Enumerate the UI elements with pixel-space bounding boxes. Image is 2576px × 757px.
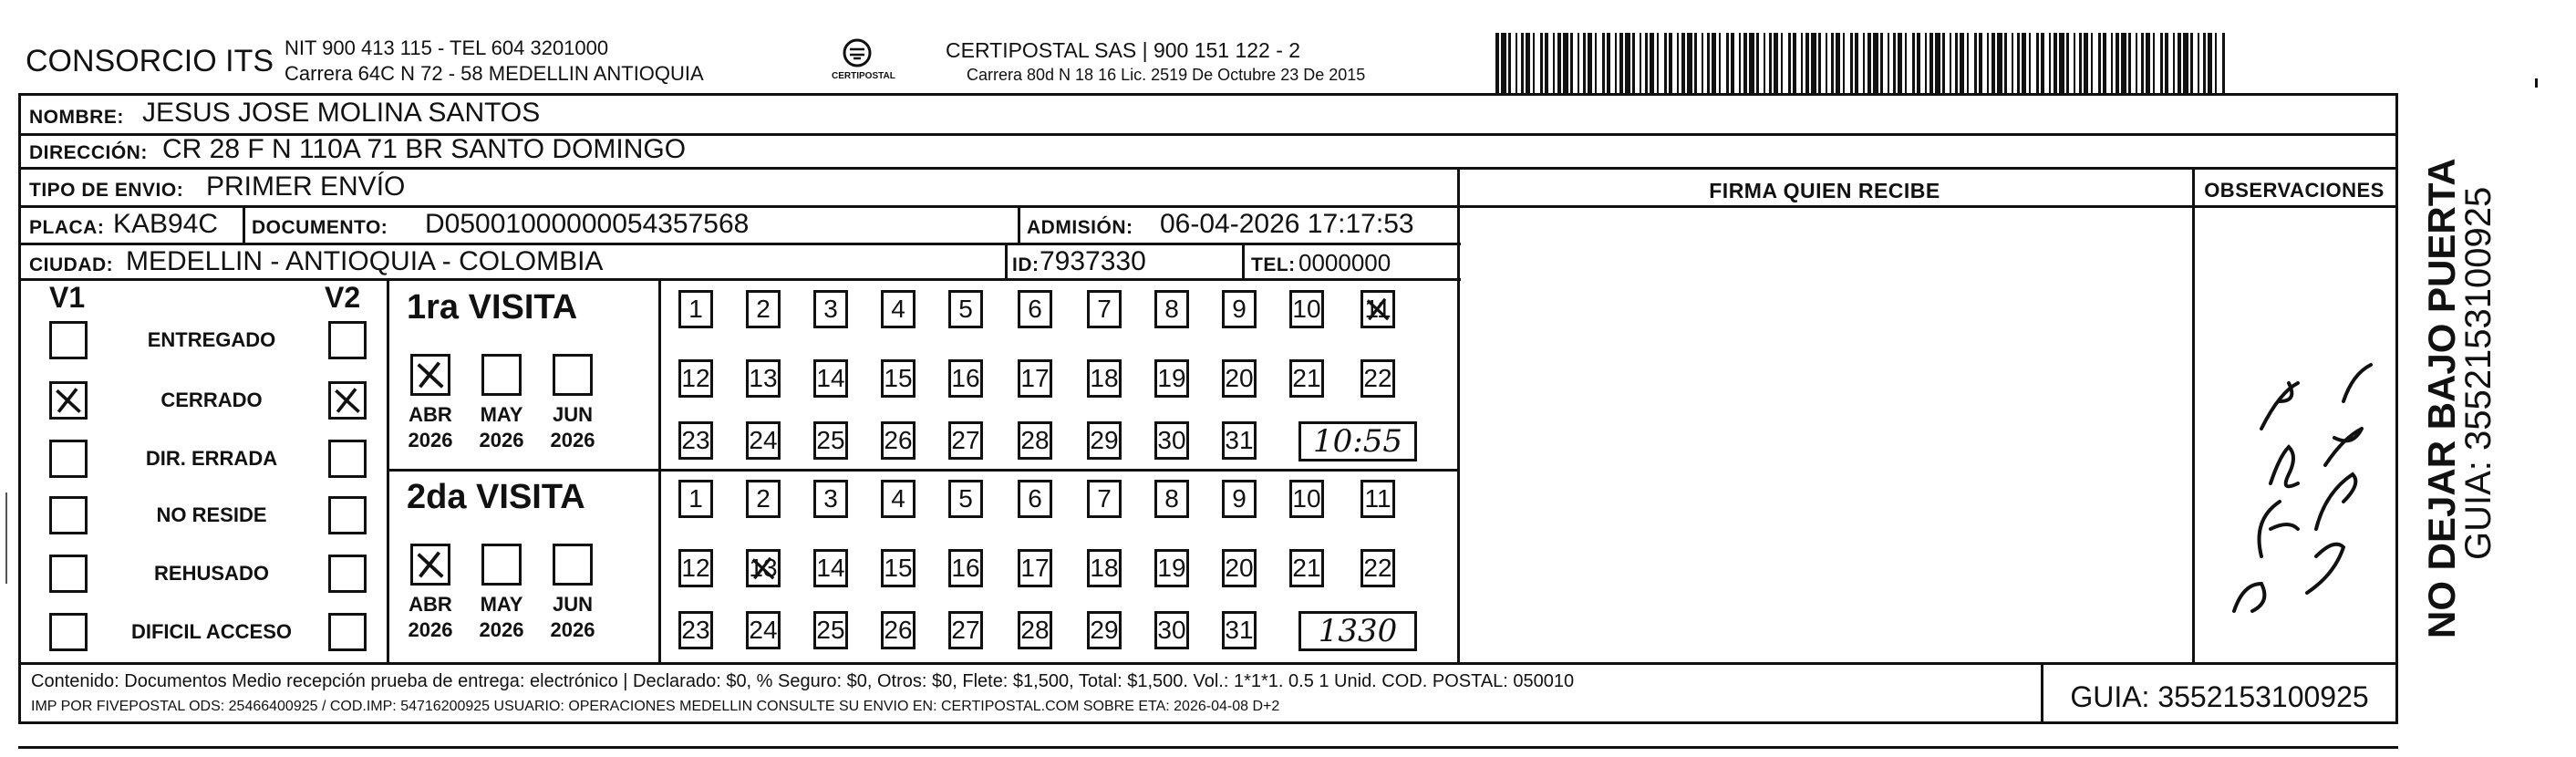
- day-box[interactable]: 10: [1289, 480, 1324, 518]
- ciudad-value: MEDELLIN - ANTIOQUIA - COLOMBIA: [126, 246, 604, 276]
- tipo-value: PRIMER ENVÍO: [206, 171, 406, 202]
- status-v1-checkbox[interactable]: [49, 321, 88, 359]
- admision-label: ADMISIÓN:: [1027, 217, 1133, 238]
- company-name: CONSORCIO ITS: [26, 44, 274, 78]
- day-box[interactable]: 14: [813, 549, 848, 587]
- month-name: JUN: [552, 593, 593, 616]
- day-box[interactable]: 23: [678, 421, 713, 460]
- status-v1-checkbox[interactable]: [49, 555, 88, 593]
- id-value: 7937330: [1040, 246, 1146, 276]
- month-checkbox[interactable]: [410, 354, 450, 396]
- day-box[interactable]: 7: [1087, 290, 1122, 328]
- month-name: ABR: [409, 403, 452, 426]
- placa-value: KAB94C: [113, 209, 219, 239]
- company-address: Carrera 64C N 72 - 58 MEDELLIN ANTIOQUIA: [284, 62, 704, 85]
- month-year: 2026: [479, 429, 524, 451]
- month-checkbox[interactable]: [553, 354, 593, 396]
- day-box[interactable]: 24: [746, 421, 781, 460]
- day-box[interactable]: 8: [1154, 290, 1189, 328]
- barcode-icon: [1495, 33, 2225, 93]
- outer-left-line: [5, 493, 7, 584]
- observaciones-header: OBSERVACIONES: [2204, 179, 2385, 202]
- day-box[interactable]: 25: [813, 611, 848, 649]
- status-v2-checkbox[interactable]: [328, 440, 367, 478]
- side-warning: NO DEJAR BAJO PUERTA: [2420, 158, 2463, 638]
- day-box[interactable]: 22: [1360, 549, 1395, 587]
- id-label: ID:: [1012, 254, 1040, 275]
- month-year: 2026: [408, 429, 453, 451]
- status-label-no-reside: NO RESIDE: [156, 503, 267, 526]
- direccion-value: CR 28 F N 110A 71 BR SANTO DOMINGO: [162, 134, 687, 164]
- day-box[interactable]: 26: [881, 421, 916, 460]
- day-box[interactable]: 9: [1222, 290, 1257, 328]
- courier-name: CERTIPOSTAL SAS | 900 151 122 - 2: [946, 38, 1301, 62]
- visit-title: 2da VISITA: [407, 478, 585, 516]
- day-box[interactable]: 11: [1360, 480, 1395, 518]
- status-label-dir-errada: DIR. ERRADA: [145, 447, 278, 470]
- day-box[interactable]: 31: [1222, 421, 1257, 460]
- status-label-dificil-acceso: DIFICIL ACCESO: [130, 620, 292, 643]
- day-box[interactable]: 5: [948, 290, 983, 328]
- observaciones-handwriting: [2207, 255, 2389, 638]
- day-box[interactable]: 16: [948, 549, 983, 587]
- month-year: 2026: [550, 429, 595, 451]
- day-box[interactable]: 28: [1018, 611, 1052, 649]
- status-v1-checkbox[interactable]: [49, 496, 88, 534]
- month-year: 2026: [479, 618, 524, 641]
- day-box[interactable]: 19: [1154, 359, 1189, 398]
- status-v2-checkbox[interactable]: [328, 381, 367, 420]
- day-box[interactable]: 29: [1087, 611, 1122, 649]
- day-box[interactable]: 23: [678, 611, 713, 649]
- status-v1-checkbox[interactable]: [49, 381, 88, 420]
- day-box[interactable]: 24: [746, 611, 781, 649]
- day-box[interactable]: 3: [813, 480, 848, 518]
- tipo-label: TIPO DE ENVIO:: [29, 180, 184, 201]
- tel-label: TEL:: [1251, 254, 1296, 275]
- day-mark-icon: [749, 552, 778, 585]
- day-box[interactable]: 8: [1154, 480, 1189, 518]
- day-box[interactable]: 18: [1087, 359, 1122, 398]
- month-name: ABR: [409, 593, 452, 616]
- day-box[interactable]: 31: [1222, 611, 1257, 649]
- status-v2-checkbox[interactable]: [328, 496, 367, 534]
- day-box[interactable]: 12: [678, 359, 713, 398]
- status-label-rehusado: REHUSADO: [154, 562, 269, 585]
- logo-caption: CERTIPOSTAL: [832, 71, 895, 81]
- day-box[interactable]: 2: [746, 290, 781, 328]
- day-box[interactable]: 7: [1087, 480, 1122, 518]
- day-box[interactable]: 18: [1087, 549, 1122, 587]
- visit-title: 1ra VISITA: [407, 288, 578, 327]
- day-box[interactable]: 27: [948, 611, 983, 649]
- day-box[interactable]: 19: [1154, 549, 1189, 587]
- month-name: MAY: [480, 593, 523, 616]
- side-guia: GUIA: 3552153100925: [2458, 186, 2498, 560]
- admision-value: 06-04-2026 17:17:53: [1160, 209, 1414, 239]
- status-v2-checkbox[interactable]: [328, 321, 367, 359]
- month-checkbox[interactable]: [481, 354, 522, 396]
- day-box[interactable]: 13: [746, 549, 781, 587]
- company-nit: NIT 900 413 115 - TEL 604 3201000: [284, 36, 609, 59]
- day-box[interactable]: 4: [881, 480, 916, 518]
- month-checkbox[interactable]: [481, 544, 522, 586]
- month-year: 2026: [408, 618, 453, 641]
- status-v2-checkbox[interactable]: [328, 613, 367, 651]
- placa-label: PLACA:: [29, 217, 105, 238]
- day-box[interactable]: 1: [678, 480, 713, 518]
- day-box[interactable]: 21: [1289, 359, 1324, 398]
- day-box[interactable]: 3: [813, 290, 848, 328]
- day-box[interactable]: 22: [1360, 359, 1395, 398]
- documento-value: D05001000000054357568: [425, 209, 750, 239]
- day-box[interactable]: 6: [1018, 290, 1052, 328]
- day-box[interactable]: 4: [881, 290, 916, 328]
- status-label-cerrado: CERRADO: [160, 389, 263, 411]
- month-name: JUN: [552, 403, 593, 426]
- nombre-value: JESUS JOSE MOLINA SANTOS: [142, 98, 541, 128]
- day-box[interactable]: 25: [813, 421, 848, 460]
- day-box[interactable]: 26: [881, 611, 916, 649]
- day-box[interactable]: 9: [1222, 480, 1257, 518]
- footer-guia: GUIA: 3552153100925: [2070, 680, 2369, 713]
- day-box[interactable]: 28: [1018, 421, 1052, 460]
- day-box[interactable]: 17: [1018, 549, 1052, 587]
- day-box[interactable]: 30: [1154, 611, 1189, 649]
- day-box[interactable]: 11: [1360, 290, 1395, 328]
- day-box[interactable]: 17: [1018, 359, 1052, 398]
- day-box[interactable]: 20: [1222, 359, 1257, 398]
- day-mark-icon: [1363, 293, 1392, 326]
- day-box[interactable]: 5: [948, 480, 983, 518]
- tel-value: 0000000: [1298, 249, 1391, 276]
- status-v1-checkbox[interactable]: [49, 440, 88, 478]
- day-box[interactable]: 2: [746, 480, 781, 518]
- firma-header: FIRMA QUIEN RECIBE: [1709, 179, 1940, 202]
- day-box[interactable]: 30: [1154, 421, 1189, 460]
- nombre-label: NOMBRE:: [29, 107, 124, 128]
- visit-time[interactable]: 10:55: [1298, 421, 1417, 461]
- documento-label: DOCUMENTO:: [252, 217, 388, 238]
- day-box[interactable]: 1: [678, 290, 713, 328]
- ciudad-label: CIUDAD:: [29, 254, 114, 275]
- courier-license: Carrera 80d N 18 16 Lic. 2519 De Octubre 23 De 2015: [967, 66, 1366, 84]
- direccion-label: DIRECCIÓN:: [29, 142, 148, 163]
- month-checkbox[interactable]: [553, 544, 593, 586]
- outer-bottom-line: [18, 746, 2398, 749]
- day-box[interactable]: 10: [1289, 290, 1324, 328]
- status-v1-checkbox[interactable]: [49, 613, 88, 651]
- status-label-entregado: ENTREGADO: [147, 328, 276, 351]
- day-box[interactable]: 12: [678, 549, 713, 587]
- day-box[interactable]: 6: [1018, 480, 1052, 518]
- corner-tick: [2535, 78, 2538, 88]
- v2-header: V2: [325, 281, 361, 314]
- day-box[interactable]: 14: [813, 359, 848, 398]
- month-checkbox[interactable]: [410, 544, 450, 586]
- day-box[interactable]: 16: [948, 359, 983, 398]
- day-box[interactable]: 15: [881, 549, 916, 587]
- day-box[interactable]: 13: [746, 359, 781, 398]
- visit-time[interactable]: 1330: [1298, 611, 1417, 651]
- status-v2-checkbox[interactable]: [328, 555, 367, 593]
- footer-contenido: Contenido: Documentos Medio recepción prueba de entrega: electrónico | Declarado: $0, % Seguro: $0, Otros: $0, Flete: $1,500, Total: $1,500. Vol.: 1*1*1. 0.5 1 Unid. COD. POSTAL: 050010: [31, 671, 1575, 691]
- day-box[interactable]: 15: [881, 359, 916, 398]
- day-box[interactable]: 29: [1087, 421, 1122, 460]
- day-box[interactable]: 27: [948, 421, 983, 460]
- day-box[interactable]: 21: [1289, 549, 1324, 587]
- day-box[interactable]: 20: [1222, 549, 1257, 587]
- v1-header: V1: [49, 281, 86, 314]
- month-name: MAY: [480, 403, 523, 426]
- footer-imp: IMP POR FIVEPOSTAL ODS: 25466400925 / COD.IMP: 54716200925 USUARIO: OPERACIONES MEDELLIN CONSULTE SU ENVIO EN: CERTIPOSTAL.COM SOBRE ETA: 2026-04-08 D+2: [31, 699, 1280, 714]
- month-year: 2026: [550, 618, 595, 641]
